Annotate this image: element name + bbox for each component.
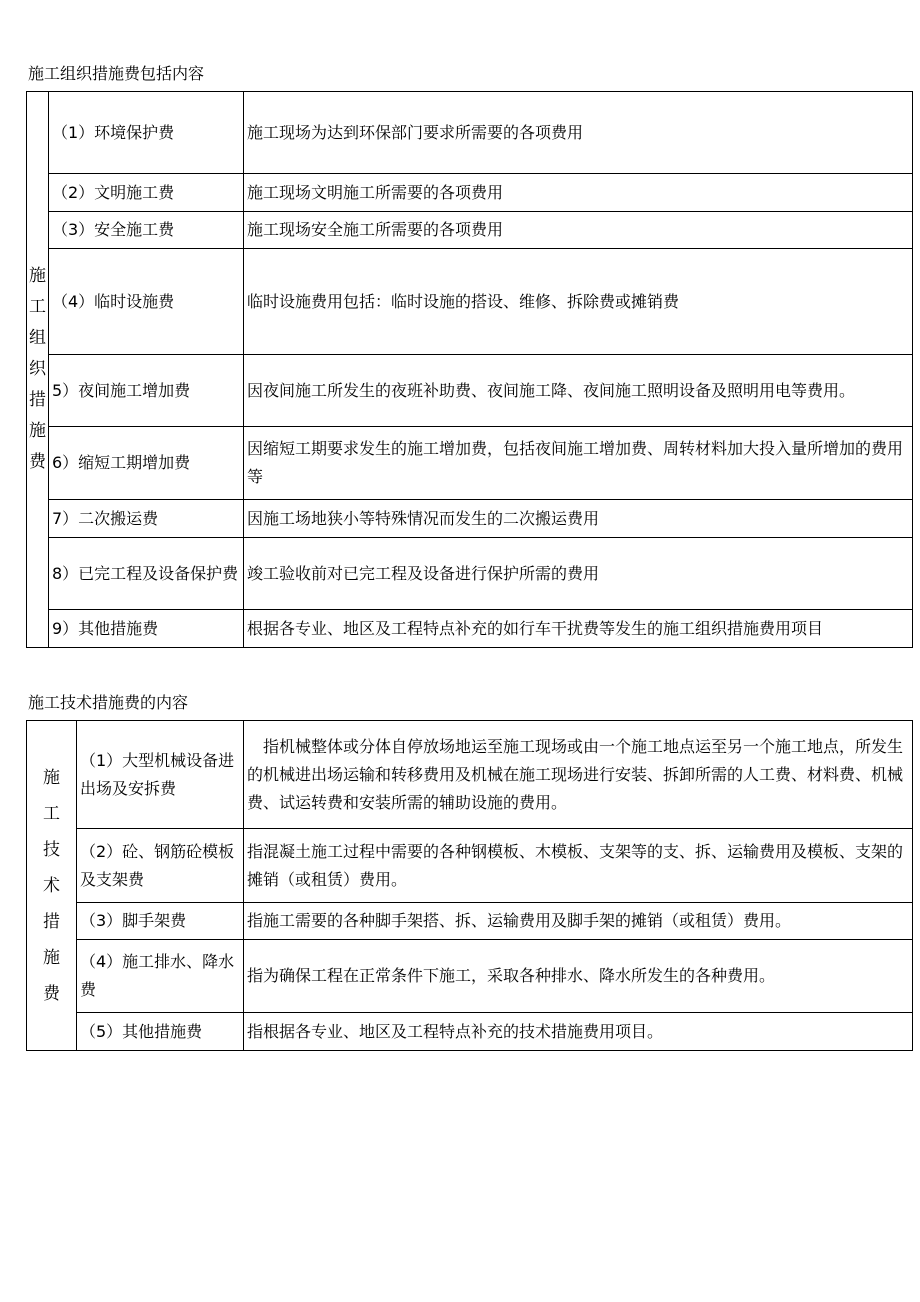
category-char: 费 xyxy=(29,452,46,472)
fee-name: （2）文明施工费 xyxy=(49,174,244,212)
fee-name: （5）其他措施费 xyxy=(77,1013,244,1051)
category-cell xyxy=(27,721,77,1051)
section2-caption: 施工技术措施费的内容 xyxy=(28,693,189,712)
fee-description: 施工现场为达到环保部门要求所需要的各项费用 xyxy=(244,92,913,174)
fee-name: 5）夜间施工增加费 xyxy=(49,355,244,427)
fee-name: （3）脚手架费 xyxy=(77,903,244,940)
fee-description: 竣工验收前对已完工程及设备进行保护所需的费用 xyxy=(244,538,913,610)
fee-description: 指为确保工程在正常条件下施工，采取各种排水、降水所发生的各种费用。 xyxy=(244,940,913,1013)
category-char: 织 xyxy=(29,359,46,379)
fee-description: 施工现场文明施工所需要的各项费用 xyxy=(244,174,913,212)
fee-name: （2）砼、钢筋砼模板及支架费 xyxy=(77,829,244,903)
category-char: 术 xyxy=(43,875,60,896)
category-char: 施 xyxy=(43,767,60,788)
category-char: 施 xyxy=(43,947,60,968)
fee-name: （4）临时设施费 xyxy=(49,249,244,355)
fee-name: （1）环境保护费 xyxy=(49,92,244,174)
fee-description: 因缩短工期要求发生的施工增加费，包括夜间施工增加费、周转材料加大投入量所增加的费用等 xyxy=(244,427,913,500)
org-measures-table xyxy=(26,91,913,648)
fee-description: 根据各专业、地区及工程特点补充的如行车干扰费等发生的施工组织措施费用项目 xyxy=(244,610,913,648)
category-cell xyxy=(27,92,49,648)
category-char: 组 xyxy=(29,328,46,348)
tech-measures-table xyxy=(26,720,913,1051)
fee-description: 指根据各专业、地区及工程特点补充的技术措施费用项目。 xyxy=(244,1013,913,1051)
category-char: 工 xyxy=(43,803,60,824)
fee-description: 指机械整体或分体自停放场地运至施工现场或由一个施工地点运至另一个施工地点，所发生的机械进出场运输和转移费用及机械在施工现场进行安装、拆卸所需的人工费、材料费、机械费、试运转费和安装所需的辅助设施的费用。 xyxy=(244,721,913,829)
fee-description: 施工现场安全施工所需要的各项费用 xyxy=(244,212,913,249)
category-char: 施 xyxy=(29,421,46,441)
fee-description: 因夜间施工所发生的夜班补助费、夜间施工降、夜间施工照明设备及照明用电等费用。 xyxy=(244,355,913,427)
fee-name: 9）其他措施费 xyxy=(49,610,244,648)
category-char: 工 xyxy=(29,297,46,317)
fee-description: 指混凝土施工过程中需要的各种钢模板、木模板、支架等的支、拆、运输费用及模板、支架的摊销（或租赁）费用。 xyxy=(244,829,913,903)
fee-name: 6）缩短工期增加费 xyxy=(49,427,244,500)
fee-name: （4）施工排水、降水费 xyxy=(77,940,244,1013)
category-char: 技 xyxy=(43,839,60,860)
fee-name: （3）安全施工费 xyxy=(49,212,244,249)
section1-caption: 施工组织措施费包括内容 xyxy=(28,64,205,83)
category-char: 措 xyxy=(43,911,60,932)
category-char: 措 xyxy=(29,390,46,410)
fee-description: 因施工场地狭小等特殊情况而发生的二次搬运费用 xyxy=(244,500,913,538)
category-char: 费 xyxy=(43,983,60,1004)
fee-name: （1）大型机械设备进出场及安拆费 xyxy=(77,721,244,829)
fee-name: 7）二次搬运费 xyxy=(49,500,244,538)
fee-description: 临时设施费用包括：临时设施的搭设、维修、拆除费或摊销费 xyxy=(244,249,913,355)
fee-description: 指施工需要的各种脚手架搭、拆、运输费用及脚手架的摊销（或租赁）费用。 xyxy=(244,903,913,940)
category-char: 施 xyxy=(29,266,46,286)
fee-name: 8）已完工程及设备保护费 xyxy=(49,538,244,610)
